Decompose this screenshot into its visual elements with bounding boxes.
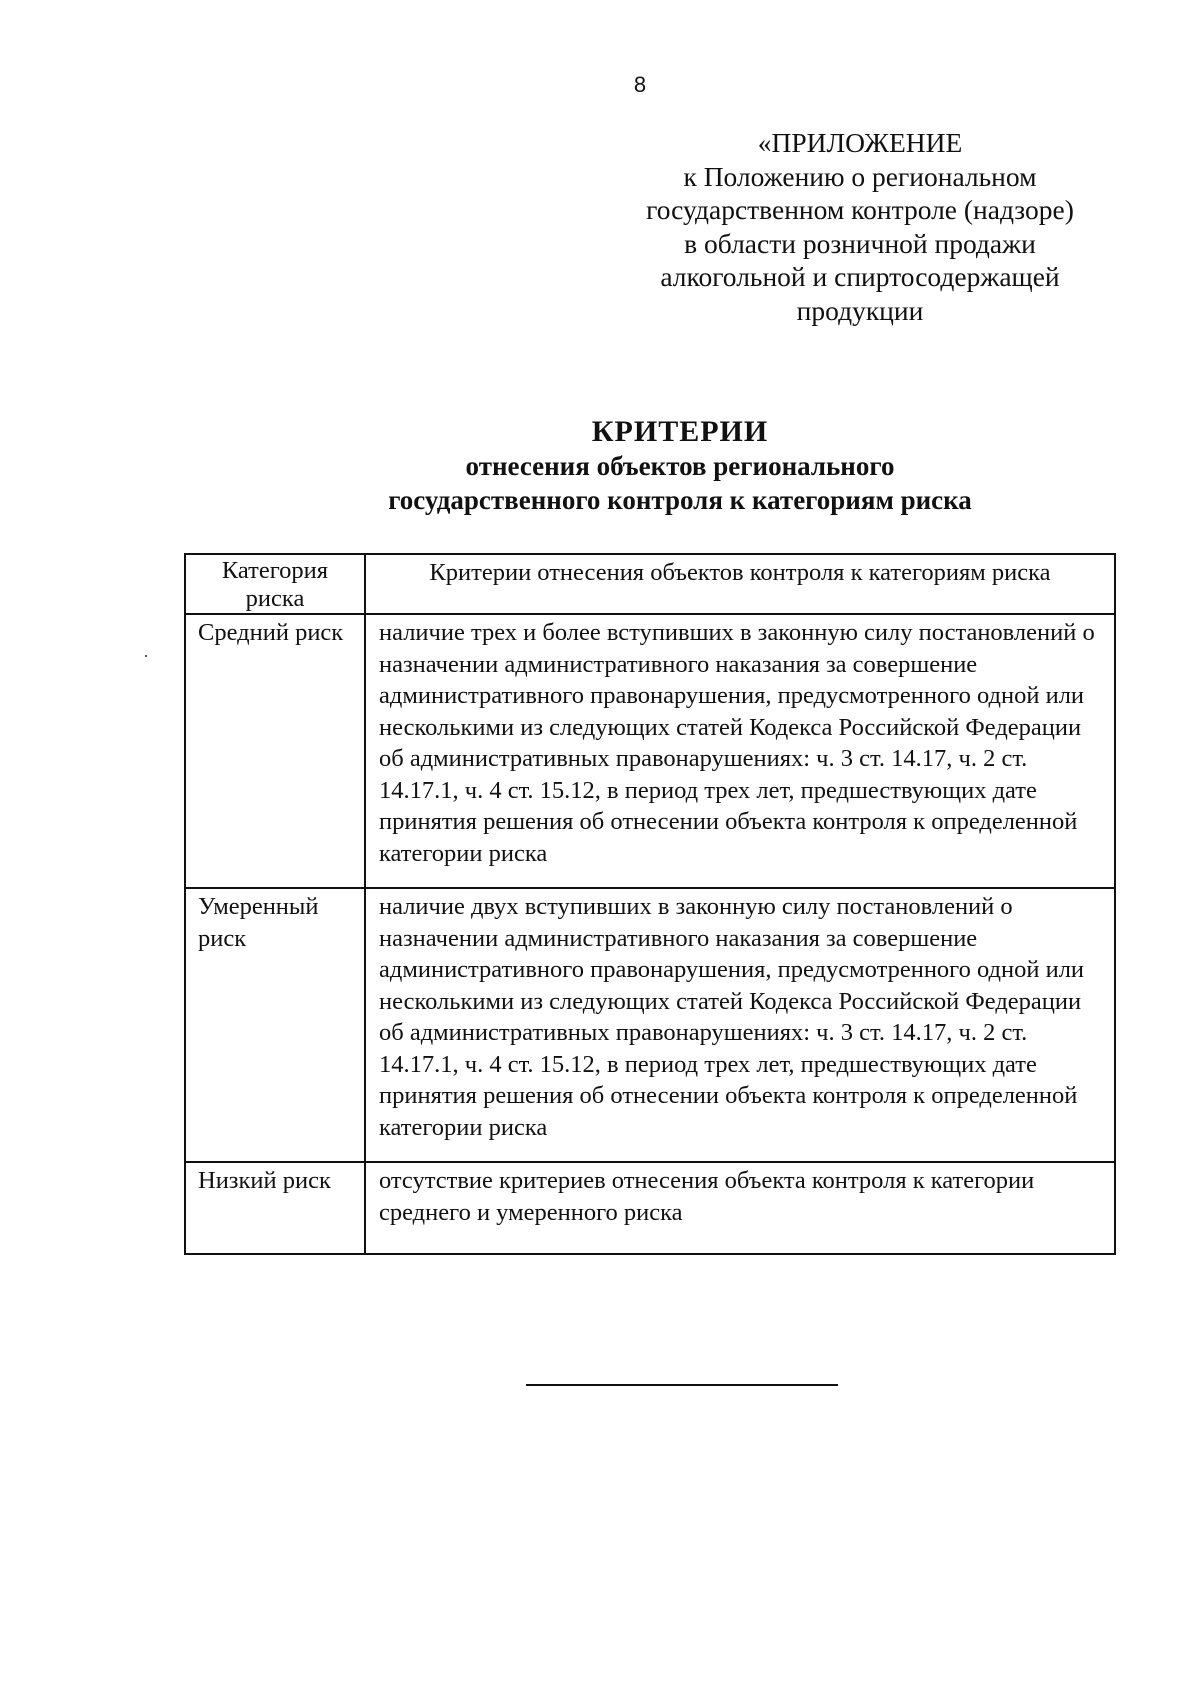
appendix-header <box>640 126 1080 327</box>
criteria-cell: отсутствие критериев отнесения объекта контроля к категории среднего и умеренного риска <box>365 1162 1115 1254</box>
category-cell: Низкий риск <box>185 1162 365 1254</box>
header-category: Категория риска <box>185 554 365 614</box>
criteria-cell: наличие трех и более вступивших в законную силу постановлений о назначении административного наказания за совершение административного правонарушения, предусмотренного одной или несколькими из следующих статей Кодекса Российской Федерации об административных правонарушениях: ч. 3 ст. 14.17, ч. 2 ст. 14.17.1, ч. 4 ст. 15.12, в период трех лет, предшествующих дате принятия решения об отнесении объекта контроля к определенной категории риска <box>365 614 1115 888</box>
risk-criteria-table <box>184 553 1116 1255</box>
scan-speck <box>145 655 147 657</box>
criteria-heading <box>330 415 1030 517</box>
appendix-line: «ПРИЛОЖЕНИЕ <box>757 127 963 158</box>
appendix-line: в области розничной продажи <box>684 227 1036 259</box>
appendix-line: алкогольной и спиртосодержащей <box>660 261 1060 292</box>
table-row-low-risk <box>185 1162 1115 1254</box>
table-row-medium-risk <box>185 614 1115 888</box>
page-number: 8 <box>633 72 647 97</box>
appendix-line: продукции <box>796 294 924 326</box>
end-of-document-rule <box>526 1384 838 1386</box>
category-cell: Умеренный риск <box>185 888 365 1162</box>
heading-title: КРИТЕРИИ <box>591 415 769 448</box>
header-criteria: Критерии отнесения объектов контроля к категориям риска <box>365 554 1115 614</box>
table-header-row <box>185 554 1115 614</box>
heading-subtitle: отнесения объектов регионального <box>465 451 895 481</box>
heading-subtitle: государственного контроля к категориям риска <box>388 485 972 515</box>
criteria-cell: наличие двух вступивших в законную силу постановлений о назначении административного наказания за совершение административного правонарушения, предусмотренного одной или несколькими из следующих статей Кодекса Российской Федерации об административных правонарушениях: ч. 3 ст. 14.17, ч. 2 ст. 14.17.1, ч. 4 ст. 15.12, в период трех лет, предшествующих дате принятия решения об отнесении объекта контроля к определенной категории риска <box>365 888 1115 1162</box>
appendix-line: государственном контроле (надзоре) <box>646 194 1074 225</box>
appendix-line: к Положению о региональном <box>683 160 1037 192</box>
category-cell: Средний риск <box>185 614 365 888</box>
table-row-moderate-risk <box>185 888 1115 1162</box>
